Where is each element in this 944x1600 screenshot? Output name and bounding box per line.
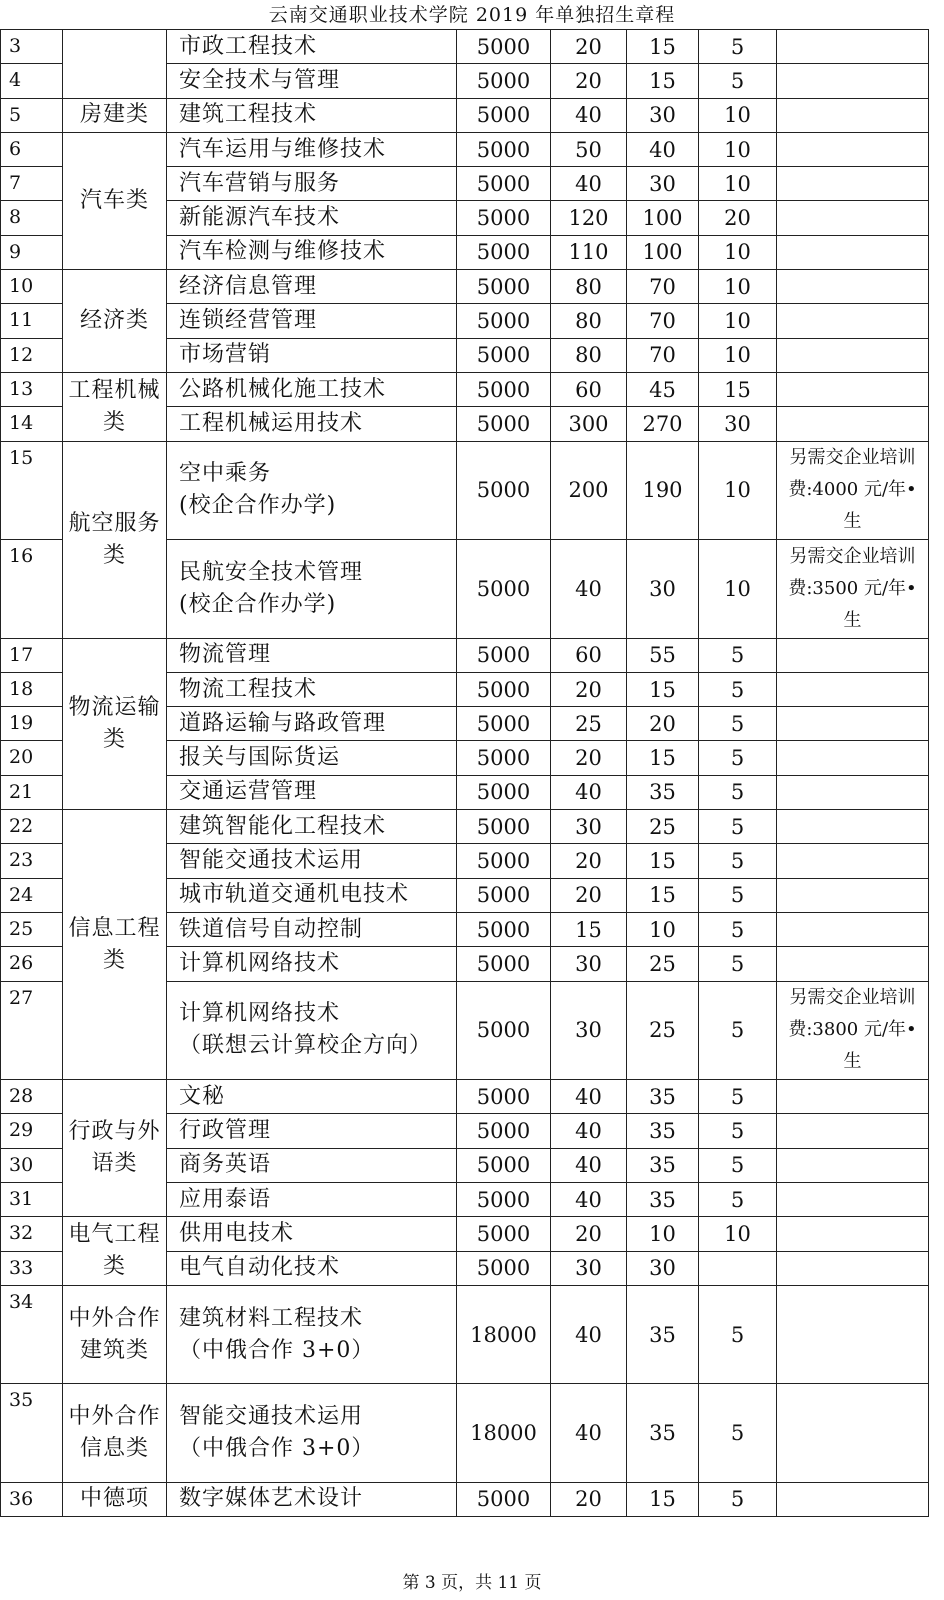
table-row xyxy=(1,132,929,166)
remark xyxy=(777,878,929,912)
remark xyxy=(777,947,929,981)
plan-a: 100 xyxy=(627,235,699,269)
major-name: 空中乘务 (校企合作办学) xyxy=(167,441,457,540)
row-number: 28 xyxy=(1,1080,63,1114)
row-number: 23 xyxy=(1,844,63,878)
row-number: 12 xyxy=(1,338,63,372)
row-number: 33 xyxy=(1,1251,63,1285)
major-name: 建筑智能化工程技术 xyxy=(167,810,457,844)
major-name: 应用泰语 xyxy=(167,1182,457,1216)
plan-total: 30 xyxy=(551,1251,627,1285)
tuition-fee: 5000 xyxy=(457,981,551,1080)
plan-b: 5 xyxy=(699,1114,777,1148)
remark xyxy=(777,1080,929,1114)
tuition-fee: 5000 xyxy=(457,407,551,441)
row-number: 15 xyxy=(1,441,63,540)
plan-a: 10 xyxy=(627,912,699,946)
remark xyxy=(777,372,929,406)
row-number: 21 xyxy=(1,775,63,809)
plan-a: 35 xyxy=(627,775,699,809)
plan-total: 60 xyxy=(551,372,627,406)
plan-b: 5 xyxy=(699,64,777,98)
tuition-fee: 5000 xyxy=(457,672,551,706)
plan-a: 35 xyxy=(627,1114,699,1148)
remark xyxy=(777,1114,929,1148)
remark xyxy=(777,98,929,132)
table-row xyxy=(1,270,929,304)
tuition-fee: 5000 xyxy=(457,707,551,741)
remark xyxy=(777,64,929,98)
category-cell: 物流运输类 xyxy=(63,638,167,809)
row-number: 26 xyxy=(1,947,63,981)
tuition-fee: 5000 xyxy=(457,1251,551,1285)
row-number: 34 xyxy=(1,1285,63,1384)
plan-b: 10 xyxy=(699,1217,777,1251)
tuition-fee: 5000 xyxy=(457,1114,551,1148)
plan-a: 15 xyxy=(627,878,699,912)
plan-a: 35 xyxy=(627,1182,699,1216)
major-name: 新能源汽车技术 xyxy=(167,201,457,235)
plan-b: 5 xyxy=(699,30,777,64)
major-name: 商务英语 xyxy=(167,1148,457,1182)
plan-a: 35 xyxy=(627,1148,699,1182)
plan-total: 40 xyxy=(551,98,627,132)
plan-b: 5 xyxy=(699,947,777,981)
plan-b: 5 xyxy=(699,981,777,1080)
tuition-fee: 5000 xyxy=(457,372,551,406)
remark xyxy=(777,775,929,809)
remark xyxy=(777,304,929,338)
remark: 另需交企业培训费:4000 元/年•生 xyxy=(777,441,929,540)
remark xyxy=(777,1217,929,1251)
remark xyxy=(777,672,929,706)
plan-a: 45 xyxy=(627,372,699,406)
major-name: 铁道信号自动控制 xyxy=(167,912,457,946)
tuition-fee: 18000 xyxy=(457,1285,551,1384)
major-name: 城市轨道交通机电技术 xyxy=(167,878,457,912)
tuition-fee: 5000 xyxy=(457,741,551,775)
plan-a: 25 xyxy=(627,810,699,844)
plan-b: 5 xyxy=(699,878,777,912)
row-number: 8 xyxy=(1,201,63,235)
major-name: 市政工程技术 xyxy=(167,30,457,64)
row-number: 17 xyxy=(1,638,63,672)
row-number: 11 xyxy=(1,304,63,338)
plan-a: 10 xyxy=(627,1217,699,1251)
remark xyxy=(777,1251,929,1285)
plan-b: 5 xyxy=(699,672,777,706)
remark xyxy=(777,1285,929,1384)
plan-total: 40 xyxy=(551,1148,627,1182)
tuition-fee: 5000 xyxy=(457,540,551,639)
remark xyxy=(777,132,929,166)
category-cell: 工程机械类 xyxy=(63,372,167,441)
enrollment-plan-table xyxy=(0,29,929,1517)
category-cell: 中德项 xyxy=(63,1482,167,1516)
table-row xyxy=(1,1080,929,1114)
plan-b: 5 xyxy=(699,1148,777,1182)
row-number: 3 xyxy=(1,30,63,64)
plan-a: 270 xyxy=(627,407,699,441)
major-name: 汽车营销与服务 xyxy=(167,167,457,201)
row-number: 9 xyxy=(1,235,63,269)
plan-b: 5 xyxy=(699,810,777,844)
plan-b: 5 xyxy=(699,1482,777,1516)
major-name: 汽车检测与维修技术 xyxy=(167,235,457,269)
major-name: 物流工程技术 xyxy=(167,672,457,706)
plan-b: 10 xyxy=(699,167,777,201)
row-number: 27 xyxy=(1,981,63,1080)
plan-b: 5 xyxy=(699,844,777,878)
major-name: 经济信息管理 xyxy=(167,270,457,304)
plan-total: 20 xyxy=(551,1217,627,1251)
remark xyxy=(777,201,929,235)
plan-total: 50 xyxy=(551,132,627,166)
row-number: 20 xyxy=(1,741,63,775)
row-number: 30 xyxy=(1,1148,63,1182)
plan-total: 20 xyxy=(551,844,627,878)
plan-a: 70 xyxy=(627,270,699,304)
major-name: 行政管理 xyxy=(167,1114,457,1148)
plan-b: 5 xyxy=(699,912,777,946)
plan-b xyxy=(699,1251,777,1285)
tuition-fee: 5000 xyxy=(457,201,551,235)
tuition-fee: 5000 xyxy=(457,844,551,878)
category-cell: 电气工程类 xyxy=(63,1217,167,1286)
plan-b: 10 xyxy=(699,132,777,166)
row-number: 4 xyxy=(1,64,63,98)
table-row xyxy=(1,98,929,132)
category-cell: 航空服务类 xyxy=(63,441,167,638)
tuition-fee: 5000 xyxy=(457,338,551,372)
remark xyxy=(777,30,929,64)
row-number: 18 xyxy=(1,672,63,706)
plan-a: 15 xyxy=(627,64,699,98)
major-name: 民航安全技术管理 (校企合作办学) xyxy=(167,540,457,639)
major-name: 连锁经营管理 xyxy=(167,304,457,338)
category-cell: 房建类 xyxy=(63,98,167,132)
table-body xyxy=(1,30,929,1517)
plan-a: 55 xyxy=(627,638,699,672)
major-name: 安全技术与管理 xyxy=(167,64,457,98)
row-number: 7 xyxy=(1,167,63,201)
major-name: 文秘 xyxy=(167,1080,457,1114)
tuition-fee: 5000 xyxy=(457,878,551,912)
row-number: 22 xyxy=(1,810,63,844)
table-row xyxy=(1,638,929,672)
category-cell: 中外合作建筑类 xyxy=(63,1285,167,1384)
page-footer: 第 3 页，共 11 页 xyxy=(402,1573,542,1593)
plan-b: 30 xyxy=(699,407,777,441)
tuition-fee: 5000 xyxy=(457,775,551,809)
remark xyxy=(777,1482,929,1516)
plan-total: 200 xyxy=(551,441,627,540)
major-name: 智能交通技术运用 xyxy=(167,844,457,878)
plan-a: 30 xyxy=(627,167,699,201)
plan-b: 10 xyxy=(699,270,777,304)
table-row xyxy=(1,810,929,844)
plan-b: 20 xyxy=(699,201,777,235)
plan-b: 10 xyxy=(699,304,777,338)
plan-total: 20 xyxy=(551,741,627,775)
plan-total: 40 xyxy=(551,1182,627,1216)
major-name: 公路机械化施工技术 xyxy=(167,372,457,406)
plan-a: 35 xyxy=(627,1384,699,1483)
tuition-fee: 5000 xyxy=(457,235,551,269)
page-header: 云南交通职业技术学院 2019 年单独招生章程 xyxy=(268,4,676,26)
plan-a: 15 xyxy=(627,672,699,706)
plan-a: 30 xyxy=(627,98,699,132)
plan-b: 5 xyxy=(699,775,777,809)
plan-total: 30 xyxy=(551,810,627,844)
tuition-fee: 5000 xyxy=(457,1080,551,1114)
plan-a: 15 xyxy=(627,30,699,64)
plan-a: 30 xyxy=(627,540,699,639)
tuition-fee: 5000 xyxy=(457,270,551,304)
remark xyxy=(777,1384,929,1483)
major-name: 计算机网络技术 （联想云计算校企方向） xyxy=(167,981,457,1080)
category-cell: 汽车类 xyxy=(63,132,167,269)
plan-a: 40 xyxy=(627,132,699,166)
major-name: 电气自动化技术 xyxy=(167,1251,457,1285)
table-row xyxy=(1,441,929,540)
plan-a: 25 xyxy=(627,981,699,1080)
plan-total: 40 xyxy=(551,1080,627,1114)
plan-a: 15 xyxy=(627,1482,699,1516)
remark xyxy=(777,912,929,946)
plan-b: 5 xyxy=(699,707,777,741)
tuition-fee: 5000 xyxy=(457,912,551,946)
tuition-fee: 5000 xyxy=(457,167,551,201)
plan-a: 15 xyxy=(627,844,699,878)
remark xyxy=(777,844,929,878)
plan-a: 190 xyxy=(627,441,699,540)
table-row xyxy=(1,372,929,406)
remark xyxy=(777,1148,929,1182)
tuition-fee: 5000 xyxy=(457,1182,551,1216)
plan-b: 5 xyxy=(699,638,777,672)
plan-total: 40 xyxy=(551,540,627,639)
plan-total: 20 xyxy=(551,30,627,64)
tuition-fee: 5000 xyxy=(457,1148,551,1182)
plan-a: 15 xyxy=(627,741,699,775)
row-number: 5 xyxy=(1,98,63,132)
row-number: 25 xyxy=(1,912,63,946)
remark xyxy=(777,638,929,672)
remark xyxy=(777,270,929,304)
remark xyxy=(777,338,929,372)
plan-b: 5 xyxy=(699,741,777,775)
remark xyxy=(777,741,929,775)
plan-total: 80 xyxy=(551,304,627,338)
category-cell: 行政与外语类 xyxy=(63,1080,167,1217)
tuition-fee: 5000 xyxy=(457,638,551,672)
plan-total: 20 xyxy=(551,878,627,912)
remark: 另需交企业培训费:3500 元/年•生 xyxy=(777,540,929,639)
remark xyxy=(777,810,929,844)
remark xyxy=(777,167,929,201)
plan-total: 20 xyxy=(551,64,627,98)
row-number: 14 xyxy=(1,407,63,441)
tuition-fee: 5000 xyxy=(457,98,551,132)
row-number: 36 xyxy=(1,1482,63,1516)
plan-total: 40 xyxy=(551,1384,627,1483)
plan-b: 5 xyxy=(699,1285,777,1384)
plan-b: 10 xyxy=(699,338,777,372)
tuition-fee: 18000 xyxy=(457,1384,551,1483)
tuition-fee: 5000 xyxy=(457,30,551,64)
tuition-fee: 5000 xyxy=(457,1482,551,1516)
plan-a: 70 xyxy=(627,338,699,372)
tuition-fee: 5000 xyxy=(457,64,551,98)
plan-b: 10 xyxy=(699,235,777,269)
category-cell: 中外合作信息类 xyxy=(63,1384,167,1483)
plan-b: 5 xyxy=(699,1384,777,1483)
plan-total: 30 xyxy=(551,947,627,981)
tuition-fee: 5000 xyxy=(457,947,551,981)
row-number: 13 xyxy=(1,372,63,406)
plan-b: 5 xyxy=(699,1080,777,1114)
tuition-fee: 5000 xyxy=(457,810,551,844)
plan-a: 35 xyxy=(627,1080,699,1114)
plan-total: 40 xyxy=(551,167,627,201)
plan-total: 20 xyxy=(551,672,627,706)
plan-total: 80 xyxy=(551,338,627,372)
table-row xyxy=(1,1384,929,1483)
plan-a: 70 xyxy=(627,304,699,338)
row-number: 35 xyxy=(1,1384,63,1483)
plan-total: 40 xyxy=(551,1285,627,1384)
plan-b: 5 xyxy=(699,1182,777,1216)
plan-total: 60 xyxy=(551,638,627,672)
remark xyxy=(777,1182,929,1216)
row-number: 31 xyxy=(1,1182,63,1216)
major-name: 交通运营管理 xyxy=(167,775,457,809)
major-name: 物流管理 xyxy=(167,638,457,672)
major-name: 供用电技术 xyxy=(167,1217,457,1251)
tuition-fee: 5000 xyxy=(457,441,551,540)
plan-a: 25 xyxy=(627,947,699,981)
plan-b: 15 xyxy=(699,372,777,406)
row-number: 16 xyxy=(1,540,63,639)
table-row xyxy=(1,1285,929,1384)
tuition-fee: 5000 xyxy=(457,1217,551,1251)
category-cell: 信息工程类 xyxy=(63,810,167,1080)
row-number: 19 xyxy=(1,707,63,741)
row-number: 32 xyxy=(1,1217,63,1251)
row-number: 24 xyxy=(1,878,63,912)
tuition-fee: 5000 xyxy=(457,132,551,166)
plan-total: 80 xyxy=(551,270,627,304)
plan-a: 35 xyxy=(627,1285,699,1384)
plan-b: 10 xyxy=(699,540,777,639)
major-name: 工程机械运用技术 xyxy=(167,407,457,441)
remark xyxy=(777,407,929,441)
major-name: 数字媒体艺术设计 xyxy=(167,1482,457,1516)
remark: 另需交企业培训费:3800 元/年•生 xyxy=(777,981,929,1080)
plan-a: 20 xyxy=(627,707,699,741)
table-row xyxy=(1,1482,929,1516)
plan-total: 30 xyxy=(551,981,627,1080)
major-name: 建筑工程技术 xyxy=(167,98,457,132)
plan-b: 10 xyxy=(699,441,777,540)
plan-total: 20 xyxy=(551,1482,627,1516)
plan-total: 40 xyxy=(551,1114,627,1148)
major-name: 智能交通技术运用 （中俄合作 3+0） xyxy=(167,1384,457,1483)
tuition-fee: 5000 xyxy=(457,304,551,338)
plan-total: 15 xyxy=(551,912,627,946)
plan-a: 30 xyxy=(627,1251,699,1285)
major-name: 报关与国际货运 xyxy=(167,741,457,775)
plan-b: 10 xyxy=(699,98,777,132)
plan-total: 300 xyxy=(551,407,627,441)
table-row xyxy=(1,1217,929,1251)
major-name: 计算机网络技术 xyxy=(167,947,457,981)
plan-total: 40 xyxy=(551,775,627,809)
row-number: 10 xyxy=(1,270,63,304)
table-row xyxy=(1,30,929,64)
plan-total: 25 xyxy=(551,707,627,741)
major-name: 市场营销 xyxy=(167,338,457,372)
major-name: 道路运输与路政管理 xyxy=(167,707,457,741)
major-name: 建筑材料工程技术 （中俄合作 3+0） xyxy=(167,1285,457,1384)
row-number: 29 xyxy=(1,1114,63,1148)
major-name: 汽车运用与维修技术 xyxy=(167,132,457,166)
category-cell: 经济类 xyxy=(63,270,167,373)
plan-a: 100 xyxy=(627,201,699,235)
remark xyxy=(777,707,929,741)
category-cell xyxy=(63,30,167,99)
plan-total: 110 xyxy=(551,235,627,269)
row-number: 6 xyxy=(1,132,63,166)
plan-total: 120 xyxy=(551,201,627,235)
remark xyxy=(777,235,929,269)
